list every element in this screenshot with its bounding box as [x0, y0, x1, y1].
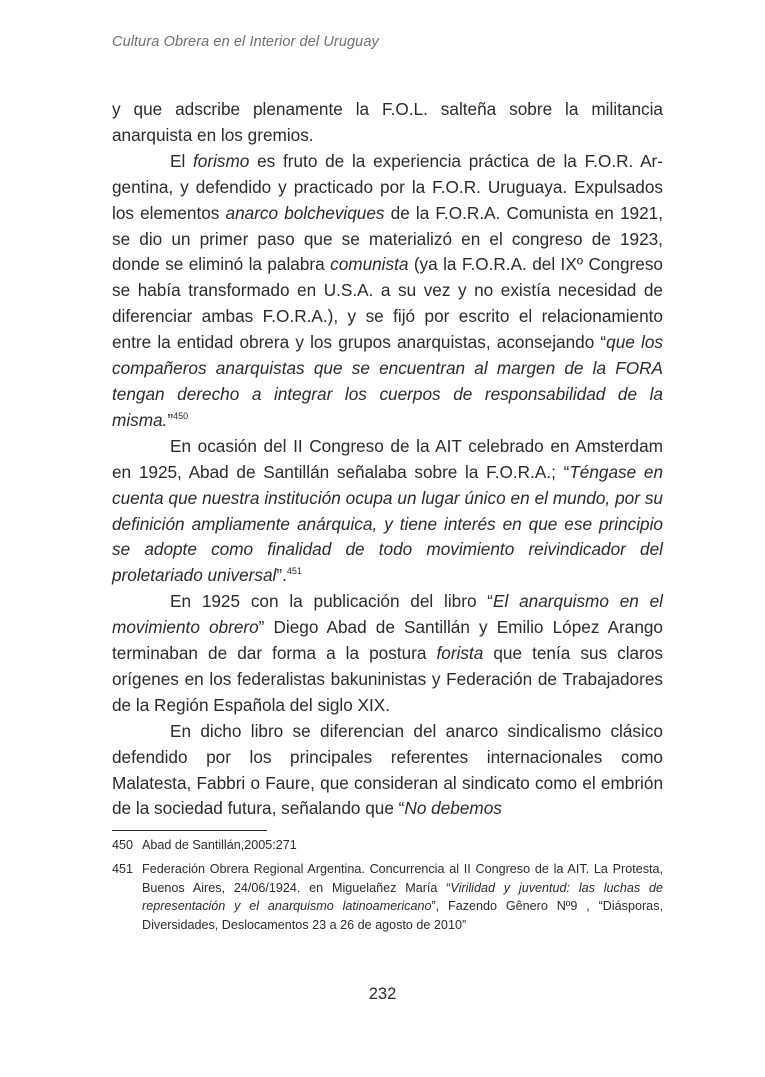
footnote-ref-450: 450 — [173, 410, 189, 421]
paragraph-anarcosindicalismo: En dicho libro se diferencian del anarco sindicalismo clásico defendido por los principales referentes internacionales como Malatesta, Fabbri o Faure, que consideran al sindicato como el embrión de la sociedad futura, señalando que “No debemos — [112, 720, 663, 819]
footnote-divider — [112, 830, 267, 831]
quotation: que los compañeros anarquistas que se encuentran al margen de la FORA tengan derecho a integrar los cuerpos de responsabilidad de la misma. — [112, 332, 663, 430]
footnote-number: 451 — [112, 862, 134, 877]
paragraph-forismo: El forismo es fruto de la experiencia práctica de la F.O.R. Argentina, y defendido y practicado por la F.O.R. Uruguaya. Expulsados los elementos anarco bolcheviques de la F.O.R.A. Comunista en 1921, se dio un primer paso que se materializó en el congreso de 1923, donde se eliminó la palabra comunista (ya la F.O.R.A. del IXº Congreso se había transformado en U.S.A. a su vez y no existía necesidad de diferenciar ambas F.O.R.A.), y se fijó por escrito el relacionamiento entre la entidad obrera y los grupos anarquistas, aconsejando “que los compañeros anarquistas que se encuentran al margen de la FORA tengan derecho a integrar los cuerpos de responsabilidad de la misma.”$^{450}$ — [112, 150, 663, 430]
footnote-ref-451: 451 — [286, 566, 302, 577]
paragraph-1925-book: En 1925 con la publicación del libro “El anarquismo en el movimiento obrero” Diego Abad de Santillán y Emilio López Arango terminaban de dar forma a la postura forista que tenía sus claros orígenes en los federalistas bakuninistas y Federación de Trabajadores de la Región Española del siglo XIX. — [112, 591, 663, 715]
paragraph-continuation: y que adscribe plenamente la F.O.L. salteña sobre la militancia anarquista en los gremios. — [112, 99, 663, 145]
footnote-number: 450 — [112, 838, 134, 852]
footnote-text: Abad de Santillán,2005:271 — [142, 838, 297, 852]
footnote-451 — [112, 860, 663, 934]
footnote-450 — [112, 836, 663, 854]
quotation: Téngase en cuenta que nuestra institución ocupa un lugar único en el mundo, por su definición ampliamente anárquica, y tiene interés en que ese principio se adopte como finalidad de todo movimiento reivindicador del proletariado universal — [112, 461, 664, 586]
running-header: Cultura Obrera en el Interior del Uruguay — [112, 34, 379, 50]
body-text — [112, 97, 663, 822]
paragraph-ait-congress: En ocasión del II Congreso de la AIT celebrado en Amsterdam en 1925, Abad de Santillán señalaba sobre la F.O.R.A.; “Téngase en cuenta que nuestra institución ocupa un lugar único en el mundo, por su definición ampliamente anárquica, y tiene interés en que ese principio se adopte como finalidad de todo movimiento reivindicador del proletariado universal”.$^{451}$ — [112, 435, 664, 586]
page-number: 232 — [368, 985, 397, 1003]
footnote-text: Federación Obrera Regional Argentina. Concurrencia al II Congreso de la AIT. La Protesta, Buenos Aires, 24/06/1924. en Miguelañez María “Virilidad y juventud: las luchas de representación y el anarquismo latinoamericano”, Fazendo Gênero Nº9 , “Diásporas, Diversidades, Deslocamentos 23 a 26 de agosto de 2010” — [142, 862, 663, 932]
book-title: El anarquismo en el movimiento obrero — [112, 591, 663, 638]
footnotes — [112, 836, 663, 940]
